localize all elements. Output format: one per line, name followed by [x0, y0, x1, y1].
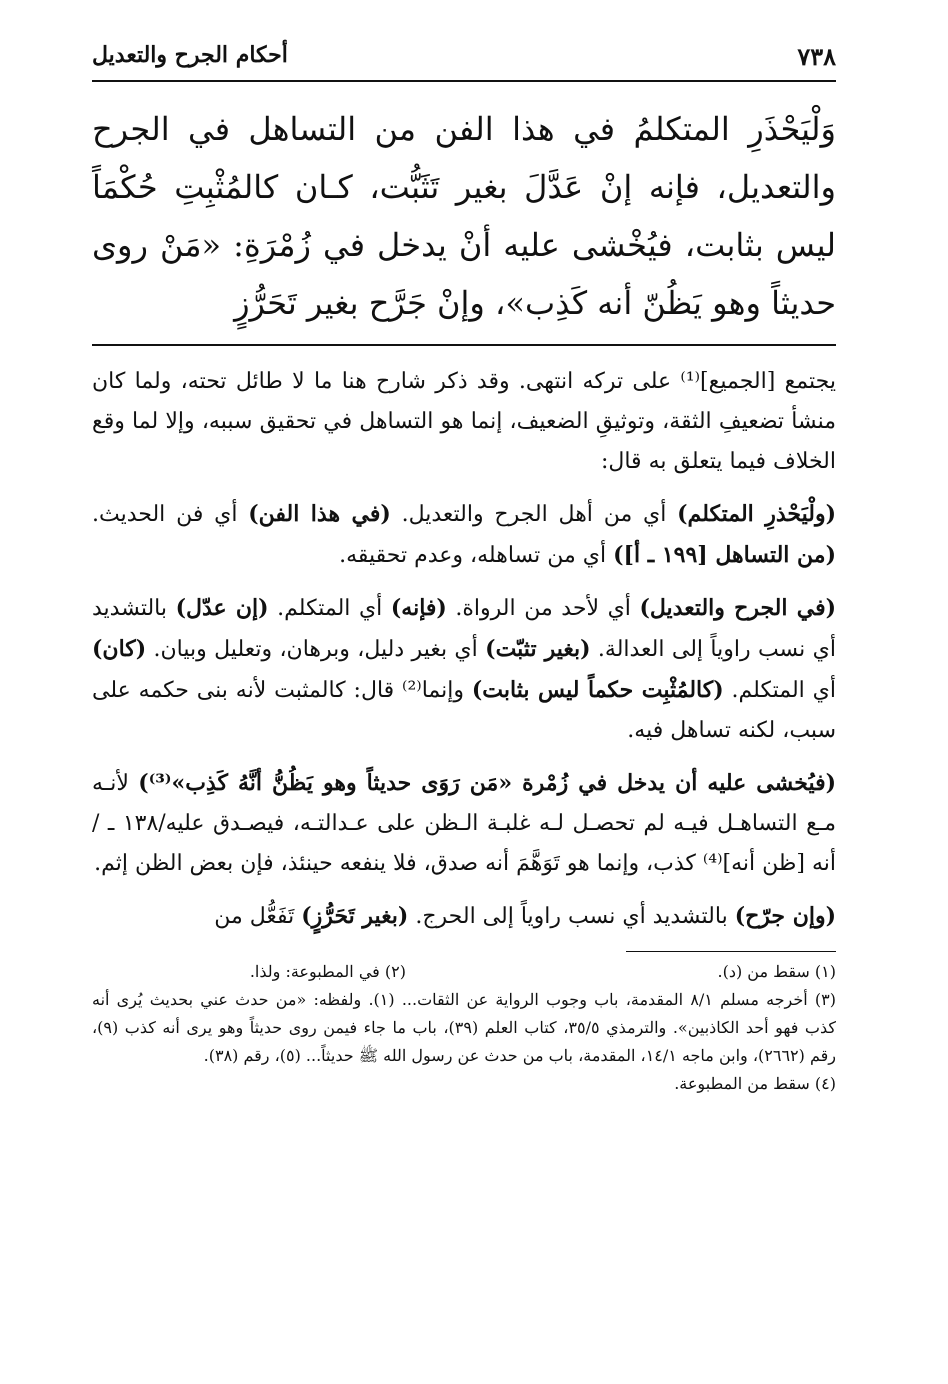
- page-header: [92, 40, 836, 82]
- matn-quote: (كان): [92, 636, 147, 662]
- matn-divider: [92, 344, 836, 346]
- footnote-divider: [626, 951, 836, 952]
- commentary-text: أي المتكلم.: [268, 596, 391, 621]
- footnote-2: (٢) في المطبوعة: ولذا.: [249, 962, 406, 981]
- matn-quote: (فإنه): [390, 595, 447, 621]
- commentary-text: لأنـه مـع التساهـل فيـه لم تحصـل لـه غلبـة الـظن على عـدالتـه، فيصـدق عليه/١٣٨ ـ / أنه [ظن أنه]⁽⁴⁾ كذب، وإنما هو تَوَهَّمَ أنه صدق، فلا ينفعه حينئذ، فإن بعض الظن إثم.: [92, 771, 837, 876]
- commentary-paragraph-1: يجتمع [الجميع]⁽¹⁾ على تركه انتهى. وقد ذكر شارح هنا ما لا طائل تحته، ولما كان منشأ تضعيفِ الثقة، وتوثيقِ الضعيف، إنما هو التساهل في تحقيق سببه، وإلا لما وقع الخلاف فيما يتعلق به قال:: [92, 369, 836, 474]
- footnotes: [92, 958, 836, 1098]
- footnote-4: (٤) سقط من المطبوعة.: [674, 1074, 836, 1093]
- commentary-text: بالتشديد أي نسب راوياً إلى العدالة.: [92, 596, 836, 662]
- commentary-text: أي فن الحديث.: [92, 502, 249, 527]
- matn-quote: (بغير تَحَرُّزٍ): [301, 903, 409, 929]
- commentary-text: أي المتكلم.: [723, 678, 837, 703]
- matn-quote: (كالمُثْبِت حكماً ليس بثابت): [471, 677, 724, 703]
- book-page: [92, 40, 836, 1098]
- matn-quote: (وإن جرّح): [734, 903, 836, 929]
- footnote-3: (٣) أخرجه مسلم ٨/١ المقدمة، باب وجوب الرواية عن الثقات... (١). ولفظه: «من حدث عني بحديث يُرى أنه كذب فهو أحد الكاذبين». والترمذي ٣٥/٥، كتاب العلم (٣٩)، باب ما جاء فيمن روى حديثاً وهو يرى أنه كذب (٩)، رقم (٢٦٦٢)، وابن ماجه ١٤/١، المقدمة، باب من حدث عن رسول الله ﷺ حديثاً... (٥)، رقم (٣٨).: [92, 990, 837, 1065]
- commentary: [92, 362, 836, 937]
- commentary-text: أي لأحد من الرواة.: [446, 596, 640, 621]
- footnote-row: [92, 958, 836, 986]
- matn-quote: (من التساهل [١٩٩ ـ أ]): [613, 542, 836, 568]
- matn-quote: (في الجرح والتعديل): [639, 595, 836, 621]
- matn-quote: (في هذا الفن): [248, 501, 391, 527]
- matn-quote: (فيُخشى عليه أن يدخل في زُمْرة «مَن رَوَى حديثاً وهو يَظُنُّ أنَّهُ كَذِب»⁽³⁾): [138, 770, 837, 796]
- commentary-paragraph-5: [92, 896, 836, 937]
- commentary-text: بالتشديد أي نسب راوياً إلى الحرج.: [408, 904, 735, 929]
- matn-text: وَلْيَحْذَرِ المتكلمُ في هذا الفن من التساهل في الجرح والتعديل، فإنه إنْ عَدَّلَ بغير تَثَبُّت، كـان كالمُثْبِتِ حُكْمَاً ليس بثابت، فيُخْشى عليه أنْ يدخل في زُمْرَةِ: «مَنْ روى حديثاً وهو يَظُنّ أنه كَذِب»، وإنْ جَرَّح بغير تَحَرُّزٍ: [92, 110, 837, 322]
- commentary-paragraph-3: [92, 588, 836, 751]
- commentary-paragraph-2: [92, 494, 836, 576]
- page-number: ٧٣٨: [797, 42, 836, 71]
- commentary-text: أي من أهل الجرح والتعديل.: [390, 502, 678, 527]
- commentary-text: تَفَعُّل من: [214, 904, 302, 929]
- commentary-paragraph-4: [92, 763, 836, 884]
- footnote-1: (١) سقط من (د).: [717, 962, 836, 981]
- matn-quote: (إن عدّل): [175, 595, 269, 621]
- running-title: أحكام الجرح والتعديل: [92, 42, 288, 68]
- commentary-text: وإنما⁽²⁾ قال: كالمثبت لأنه بنى حكمه على سبب، لكنه تساهل فيه.: [92, 678, 836, 743]
- matn-quote: (ولْيَحْذرِ المتكلم): [677, 501, 836, 527]
- commentary-text: أي بغير دليل، وبرهان، وتعليل وبيان.: [146, 637, 486, 662]
- commentary-text: أي من تساهله، وعدم تحقيقه.: [339, 543, 614, 568]
- matn-quote: (بغير تثبّت): [485, 636, 591, 662]
